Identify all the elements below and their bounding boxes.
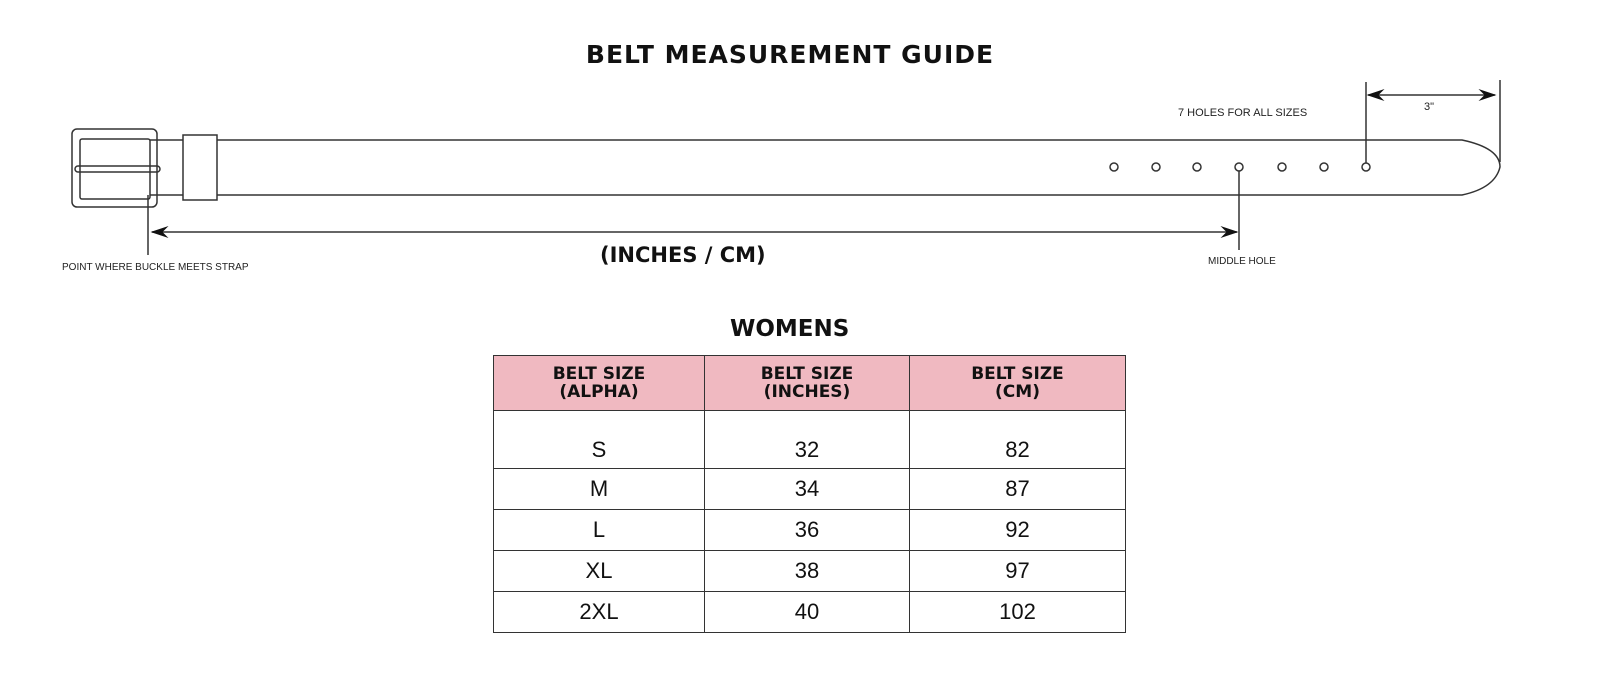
belt-keeper xyxy=(183,135,217,200)
cell-inches: 34 xyxy=(705,469,910,510)
cell-alpha: M xyxy=(494,469,705,510)
middle-hole-label: MIDDLE HOLE xyxy=(1208,256,1276,267)
cell-cm: 92 xyxy=(910,510,1126,551)
measure-label: (INCHES / CM) xyxy=(600,243,766,267)
size-table xyxy=(493,355,1126,633)
cell-inches: 38 xyxy=(705,551,910,592)
cell-alpha: L xyxy=(494,510,705,551)
cell-alpha: 2XL xyxy=(494,592,705,633)
table-title: WOMENS xyxy=(730,316,850,342)
cell-alpha: XL xyxy=(494,551,705,592)
cell-inches: 40 xyxy=(705,592,910,633)
cell-inches: 36 xyxy=(705,510,910,551)
cell-cm: 97 xyxy=(910,551,1126,592)
header-alpha: BELT SIZE (ALPHA) xyxy=(494,356,705,411)
table-row xyxy=(494,411,1126,469)
cell-inches: 32 xyxy=(705,411,910,469)
holes-label: 7 HOLES FOR ALL SIZES xyxy=(1178,107,1308,119)
belt-strap xyxy=(150,140,1500,195)
buckle-icon xyxy=(72,129,157,207)
table-row xyxy=(494,510,1126,551)
tip-length-label: 3" xyxy=(1424,101,1435,113)
cell-cm: 102 xyxy=(910,592,1126,633)
table-header-row xyxy=(494,356,1126,411)
belt-diagram xyxy=(0,0,1600,300)
page-title: BELT MEASUREMENT GUIDE xyxy=(585,40,995,69)
table-row xyxy=(494,551,1126,592)
buckle-point-label: POINT WHERE BUCKLE MEETS STRAP xyxy=(62,262,249,273)
buckle-prong xyxy=(75,166,160,172)
header-cm: BELT SIZE (CM) xyxy=(910,356,1126,411)
header-inches: BELT SIZE (INCHES) xyxy=(705,356,910,411)
table-row xyxy=(494,469,1126,510)
cell-cm: 87 xyxy=(910,469,1126,510)
belt-holes xyxy=(1110,163,1370,171)
cell-cm: 82 xyxy=(910,411,1126,469)
cell-alpha: S xyxy=(494,411,705,469)
table-row xyxy=(494,592,1126,633)
